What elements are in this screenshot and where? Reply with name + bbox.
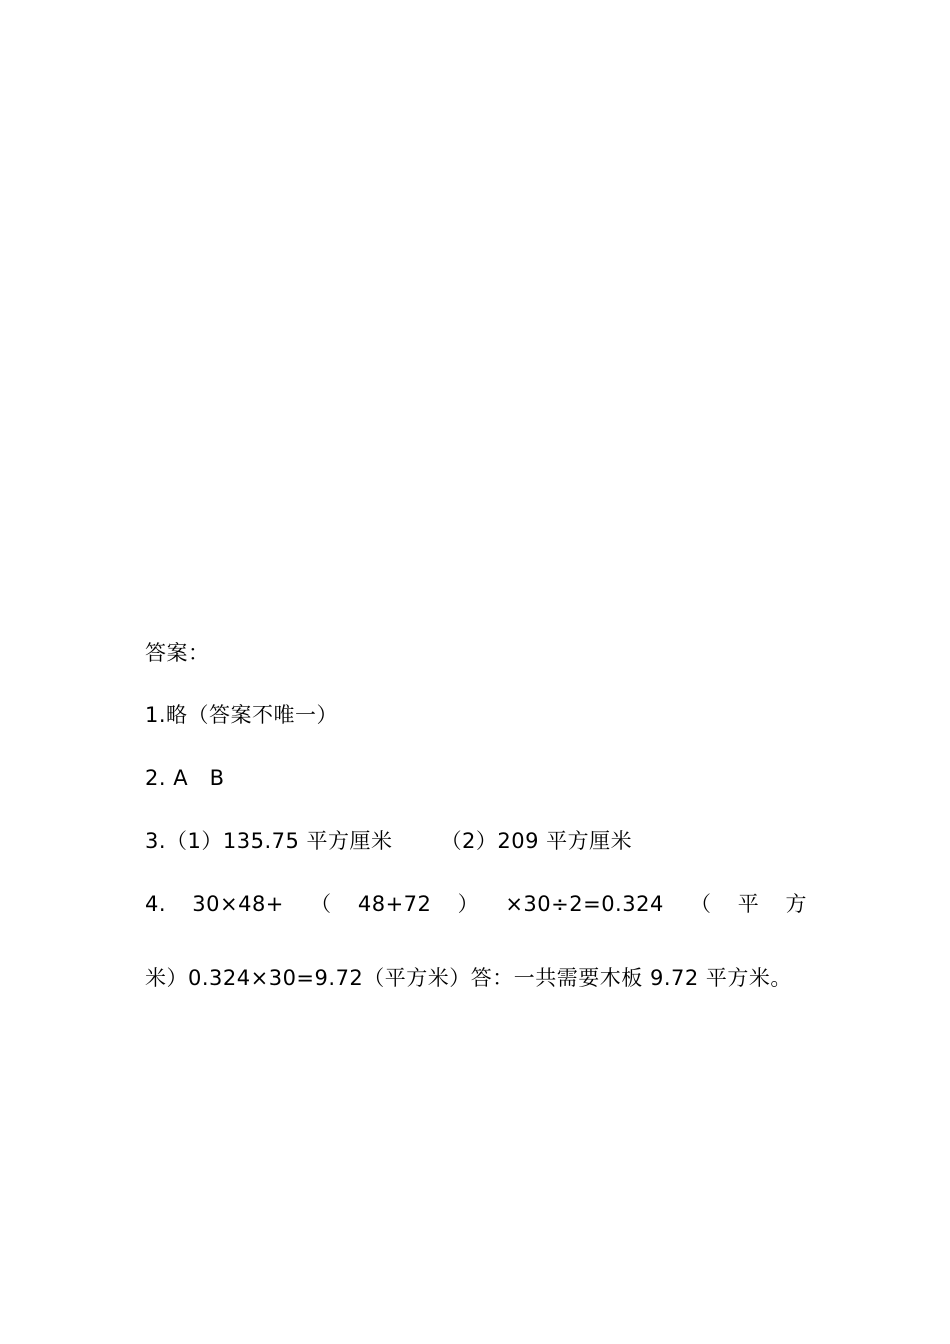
answer-4-token: （ (310, 892, 332, 916)
answer-4-token: （ (690, 892, 712, 916)
answer-4-token: 4. (145, 892, 167, 916)
answer-4-token: 48+72 (357, 892, 432, 916)
answer-2: 2. A B (145, 766, 225, 790)
answer-4-token: 平 (737, 892, 760, 916)
answer-1: 1.略（答案不唯一） (145, 703, 339, 727)
answer-4-token: 方 (785, 892, 807, 916)
answer-3-part-2: （2）209 平方厘米 (440, 829, 633, 853)
answer-4-token: 30×48+ (192, 892, 284, 916)
answer-4-token: ×30÷2=0.324 (505, 892, 664, 916)
answers-heading: 答案： (145, 641, 210, 665)
answer-3 (145, 826, 632, 856)
answer-3-part-1: 3.（1）135.75 平方厘米 (145, 829, 393, 853)
answer-4-token: ） (457, 892, 480, 916)
answer-4-line-2: 米）0.324×30=9.72（平方米）答：一共需要木板 9.72 平方米。 (145, 966, 792, 990)
answer-4-line-1 (145, 889, 807, 919)
